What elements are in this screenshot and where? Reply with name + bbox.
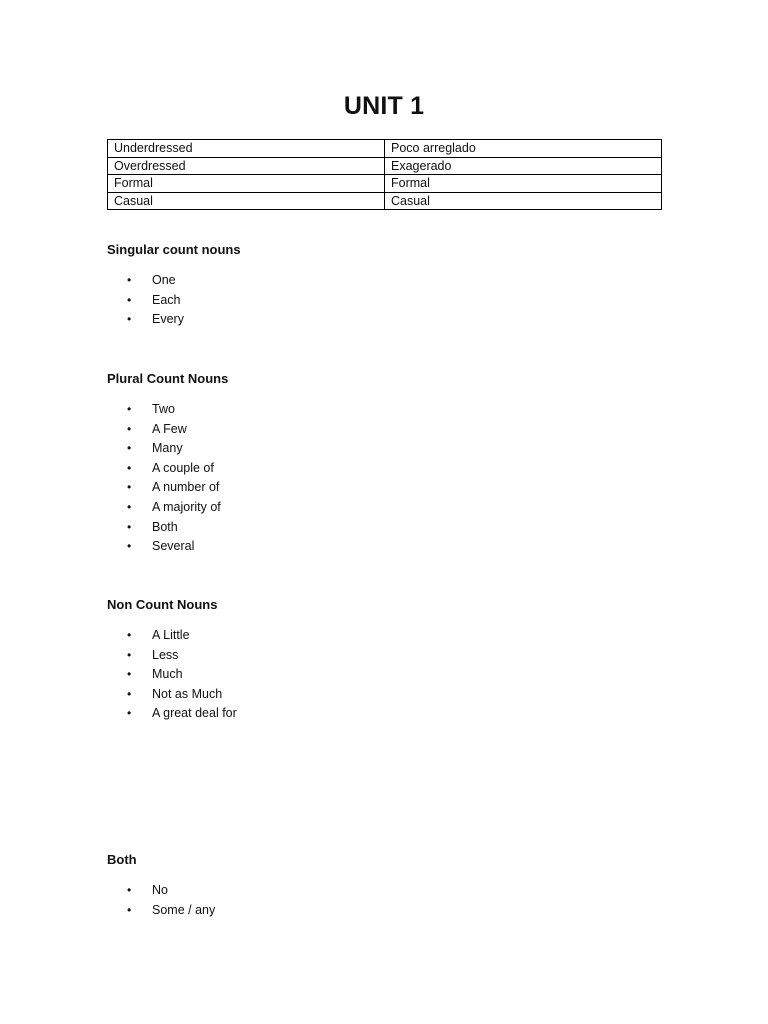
bullet-icon: • (127, 441, 132, 456)
list-item (127, 901, 215, 921)
list-item (127, 478, 221, 498)
bullet-icon: • (127, 539, 132, 554)
bullet-icon: • (127, 312, 132, 327)
list-item-label: Some / any (152, 902, 216, 917)
list-item-label: Several (152, 539, 195, 554)
table-row (108, 192, 662, 210)
spanish-translation: Casual (385, 192, 662, 210)
bullet-icon: • (127, 402, 132, 416)
list-item-label: A number of (152, 480, 220, 495)
list-item-label: A majority of (152, 499, 221, 514)
list-item-label: Many (152, 441, 183, 456)
list-item-label: Less (152, 647, 179, 662)
list-item-label: Much (152, 667, 183, 682)
bullet-icon: • (127, 706, 132, 721)
list-item (127, 646, 237, 666)
list-item (127, 459, 221, 479)
bullet-icon: • (127, 273, 132, 287)
spanish-translation: Poco arreglado (385, 140, 662, 158)
english-term: Underdressed (108, 140, 385, 158)
table-row (108, 140, 662, 158)
list-item-label: A Few (152, 421, 187, 436)
list-item (127, 310, 184, 330)
list-item (127, 518, 221, 538)
section-heading-non-count-nouns: Non Count Nouns (107, 597, 218, 612)
bullet-icon: • (127, 292, 132, 307)
bullet-icon: • (127, 519, 132, 534)
list-item (127, 881, 215, 901)
bullet-icon: • (127, 460, 132, 475)
bullet-icon: • (127, 883, 132, 897)
english-term: Overdressed (108, 157, 385, 175)
bullet-icon: • (127, 667, 132, 682)
section-heading-both: Both (107, 852, 137, 867)
list-item-label: Not as Much (152, 686, 223, 701)
table-row (108, 157, 662, 175)
english-term: Formal (108, 175, 385, 193)
list-item-label: A great deal for (152, 706, 237, 721)
bullet-icon: • (127, 480, 132, 495)
bullet-icon: • (127, 686, 132, 701)
bullet-icon: • (127, 647, 132, 662)
section-heading-plural-count-nouns: Plural Count Nouns (107, 371, 229, 386)
list-item (127, 498, 221, 518)
list-item (127, 537, 221, 557)
english-term: Casual (108, 192, 385, 210)
list-item-label: A couple of (152, 460, 214, 475)
vocabulary-table (107, 139, 662, 210)
bullet-icon: • (127, 902, 132, 917)
list-item (127, 439, 221, 459)
list-item (127, 291, 184, 311)
list-item-label: Both (152, 519, 178, 534)
list-item (127, 271, 184, 291)
list-item-label: Two (152, 402, 175, 416)
list-item-label: No (152, 883, 168, 897)
bullet-icon: • (127, 499, 132, 514)
list-item (127, 400, 221, 420)
non-count-nouns-list (127, 626, 237, 724)
plural-count-nouns-list (127, 400, 221, 557)
list-item-label: Every (152, 312, 184, 327)
bullet-icon: • (127, 421, 132, 436)
bullet-icon: • (127, 628, 132, 642)
singular-count-nouns-list (127, 271, 184, 330)
list-item (127, 626, 237, 646)
spanish-translation: Formal (385, 175, 662, 193)
both-list (127, 881, 215, 920)
list-item-label: A Little (152, 628, 190, 642)
list-item (127, 685, 237, 705)
spanish-translation: Exagerado (385, 157, 662, 175)
page-title: UNIT 1 (343, 92, 425, 120)
list-item-label: Each (152, 292, 181, 307)
list-item (127, 704, 237, 724)
section-heading-singular-count-nouns: Singular count nouns (107, 242, 241, 257)
list-item (127, 665, 237, 685)
list-item-label: One (152, 273, 176, 287)
list-item (127, 420, 221, 440)
table-row (108, 175, 662, 193)
